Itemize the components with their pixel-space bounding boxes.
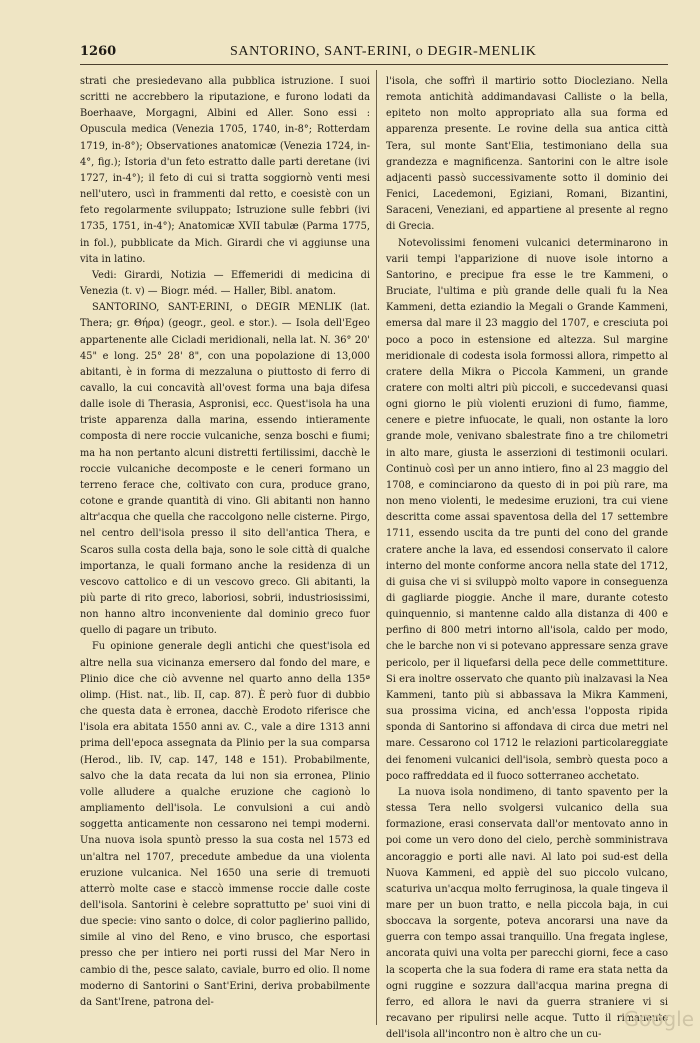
right-column (386, 74, 668, 1043)
watermark: Google (623, 1007, 694, 1031)
header-rule (80, 64, 668, 65)
right-paragraph-3: La nuova isola nondimeno, di tanto spavento per la stessa Tera nello svolgersi vulcanico della sua formazione, erasi conservata dall'or mentovato anno in poi come un vero dono del cielo, perchè somministrava ancoraggio e porti alle navi. Al lato poi sud-est della Nuova Kammeni, ed appiè del suo piccolo vulcano, scaturiva un'acqua molto ferruginosa, la quale tingeva il mare per un buon tratto, e nella piccola baja, in cui sboccava la sorgente, poteva ancorarsi una nave da guerra con tempo assai tranquillo. Una fregata inglese, ancorata quivi una volta per parecchi giorni, fece a caso la scoperta che la sua fodera di rame era stata netta da ogni ruggine e sozzura dall'acqua marina pregna di ferro, ed allora le navi da guerra straniere vi si recavano per ripulirsi nelle acque. Tutto il rimanente dell'isola all'incontro non è altro che un cu- (386, 786, 668, 1041)
left-paragraph-4: Fu opinione generale degli antichi che quest'isola ed altre nella sua vicinanza emersero dal fondo del mare, e Plinio dice che ciò avvenne nel quarto anno della 135ª olimp. (Hist. nat., lib. II, cap. 87). È però fuor di dubbio che questa data è erronea, dacchè Erodoto riferisce che l'isola era abitata 1550 anni av. C., vale a dire 1313 anni prima dell'epoca assegnata da Plinio per la sua comparsa (Herod., lib. IV, cap. 147, 148 e 151). Probabilmente, salvo che la data recata da lui non sia erronea, Plinio volle alludere a qualche eruzione che cagionò lo ampliamento dell'isola. Le convulsioni a cui andò soggetta anticamente non cessarono nei tempi moderni. Una nuova isola spuntò presso la sua costa nel 1573 ed un'altra nel 1707, precedute ambedue da una violenta eruzione vulcanica. Nel 1650 una serie di tremuoti atterrò molte case e staccò immense roccie dalle coste dell'isola. Santorini è celebre soprattutto pe' suoi vini di due specie: vino santo o dolce, di color paglierino pallido, simile al vino del Reno, e vino brusco, che esportasi presso che per intiero nei porti russi del Mar Nero in cambio di the, pesce salato, caviale, burro ed olio. Il nome moderno di Santorini o Sant'Erini, deriva probabilmente da Sant'Irene, patrona del- (80, 641, 370, 1008)
right-paragraph-2: Notevolissimi fenomeni vulcanici determinarono in varii tempi l'apparizione di nuove isole intorno a Santorino, e precipue fra esse le tre Kammeni, o Bruciate, l'ultima e più grande delle quali fu la Nea Kammeni, detta eziandio la Megali o Grande Kammeni, emersa dal mare il 23 maggio del 1707, e cresciuta poi poco a poco in estensione ed altezza. Sul margine meridionale di codesta isola formossi allora, rimpetto al cratere della Mikra o Piccola Kammeni, un grande cratere con molti altri più piccoli, e succedevansi quasi ogni giorno le più violenti eruzioni di fumo, fiamme, cenere e pietre infuocate, le quali, non ostante la loro grande mole, venivano sbalestrate fino a tre chilometri in alto mare, giusta le asserzioni di testimonii oculari. Continuò così per un anno intiero, fino al 23 maggio del 1708, e cominciarono da questo di in poi più rare, ma non meno violenti, le medesime eruzioni, tra cui viene descritta come assai spaventosa della del 17 settembre 1711, essendo uscita da tre punti del cono del grande cratere anche la lava, ed essendosi conservato il calore interno del monte conforme ancora nella state del 1712, di guisa che vi si sviluppò molto vapore in conseguenza di gagliarde pioggie. Anche il mare, durante cotesto quinquennio, si mantenne caldo alla distanza di 400 e perfino di 800 metri intorno all'isola, caldo per modo, che le barche non vi si potevano appressare senza grave pericolo, per il liquefarsi della pece delle commettiture. Si era inoltre osservato che quanto più inalzavasi la Nea Kammeni, tanto più si abbassava la Mikra Kammeni, sua prossima vicina, ed anch'essa l'opposta ripida sponda di Santorino si affondava di circa due metri nel mare. Cessarono col 1712 le relazioni particolareggiate dei fenomeni vulcanici dell'isola, sembrò questa poco a poco raffreddata ed il fuoco sotterraneo acchetato. (386, 237, 668, 782)
left-paragraph-3: SANTORINO, SANT-ERINI, o DEGIR MENLIK (lat. Thera; gr. Θήρα) (geogr., geol. e stor.). — Isola dell'Egeo appartenente alle Cicladi meridionali, nella lat. N. 36° 20' 45" e long. 25° 28' 8", con una popolazione di 13,000 abitanti, è in forma di mezzaluna o piuttosto di ferro di cavallo, la cui concavità all'ovest forma una baja difesa dalle isole di Therasia, Aspronisi, ecc. Quest'isola ha una triste apparenza dalla marina, essendo intieramente composta di nere roccie vulcaniche, senza boschi e fiumi; ma ha non pertanto alcuni distretti fertilissimi, dacchè le roccie vulcaniche decomposte e le ceneri formano un terreno ferace che, coltivato con cura, produce grano, cotone e grande quantità di vino. Gli abitanti non hanno altr'acqua che quella che raccolgono nelle cisterne. Pirgo, nel centro dell'isola presso il sito dell'antica Thera, e Scaros sulla costa della baja, sono le sole città di qualche importanza, le quali formano anche la residenza di un vescovo cattolico e di un vescovo greco. Gli abitanti, la più parte di rito greco, laboriosi, sobrii, industriosissimi, non hanno altro inconveniente dal dominio greco fuor quello di pagare un tributo. (80, 302, 370, 637)
right-paragraph-1: l'isola, che soffrì il martirio sotto Diocleziano. Nella remota antichità addimandavasi Calliste o la bella, epiteto non molto appropriato alla sua forma ed apparenza presente. Le rovine della sua antica città Tera, sul monte Sant'Elia, testimoniano della sua grandezza e magnificenza. Santorini con le altre isole adjacenti passò successivamente sotto il dominio dei Fenici, Lacedemoni, Egiziani, Romani, Bizantini, Saraceni, Veneziani, ed appartiene al presente al regno di Grecia. (386, 76, 668, 233)
page-number: 1260 (80, 44, 117, 59)
left-column (80, 74, 370, 1011)
page-header (80, 44, 668, 64)
column-divider (376, 70, 377, 1025)
left-paragraph-2: Vedi: Girardi, Notizia — Effemeridi di medicina di Venezia (t. v) — Biogr. méd. — Haller, Bibl. anatom. (80, 269, 370, 298)
left-paragraph-1: strati che presiedevano alla pubblica istruzione. I suoi scritti ne accrebbero la riputazione, e furono lodati da Boerhaave, Morgagni, Albini ed Aller. Sono essi : Opuscula medica (Venezia 1705, 1740, in-8°; Rotterdam 1719, in-8°); Observationes anatomicæ (Venezia 1724, in-4°, fig.); Istoria d'un feto estratto dalle parti deretane (ivi 1727, in-4°); il feto di cui si tratta soggiornò venti mesi nell'utero, uscì in frammenti dal retto, e coesistè con un feto regolarmente sviluppato; Istruzione sulle febbri (ivi 1735, 1751, in-4°); Anatomicæ XVII tabulæ (Parma 1775, in fol.), pubblicate da Mich. Girardi che vi aggiunse una vita in latino. (80, 76, 370, 265)
running-title: SANTORINO, SANT-ERINI, o DEGIR-MENLIK (230, 44, 537, 59)
